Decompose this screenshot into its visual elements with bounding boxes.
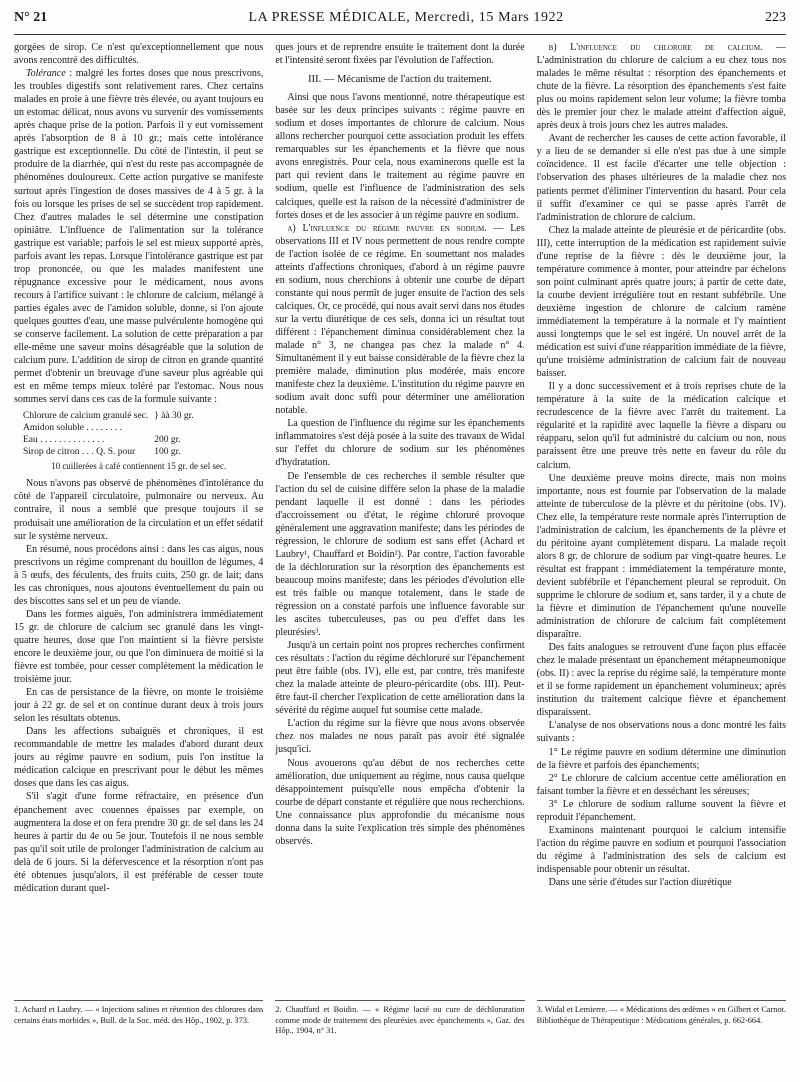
paragraph: ques jours et de reprendre ensuite le traitement dont la durée et l'intensité seront fixées par l'évolution de l'affection. bbox=[275, 42, 525, 67]
header-rule bbox=[14, 34, 786, 35]
paragraph: Chez la malade atteinte de pleurésie et de péricardite (obs. III), cette interruption de la médication est rapidement suivie d'une reprise de la fièvre : dès le deuxième jour, la température commence à monter, pour atteindre par échelons son point culminant après quatre jours; à partir de cette date, la courbe devient irrégulière tout en restant subfébrile. Une deuxième ingestion de chlorure de calcium ramène immédiatement la température à la normale et l'y maintient aussi longtemps que le sel est ingéré. Un nouvel arrêt de la médication est suivi d'une réapparition immédiate de la fièvre, qu'une troisième administration de calcium fait de nouveau baisser. bbox=[536, 224, 786, 380]
paragraph: S'il s'agit d'une forme réfractaire, en présence d'un épanchement avec couennes épaisses par exemple, on augmentera la dose et on fera prendre 30 gr. de sel dans les 24 heures à partir du 4e ou 5e jour. Toutefois il ne nous semble pas qu'il soit utile de prolonger l'administration de calcium au delà de 6 jours. Si la défervescence et la résorption n'ont pas été obtenues jusqu'alors, il est préférable de cesser toute médication durant quel- bbox=[14, 791, 264, 894]
paragraph: Nous avouerons qu'au début de nos recherches cette amélioration, due uniquement au régime, nous causa quelque désappointement puisqu'elle nous empêcha d'obtenir la courbe de départ constante et régulière que nous recherchions. Une connaissance plus approfondie du mécanisme nous donna dans la suite l'explication très simple des phénomènes observés. bbox=[275, 757, 525, 847]
paragraph-tolerance bbox=[14, 67, 263, 406]
paragraph-text: — Les observations III et IV nous permettent de nous rendre compte de l'action isolée de ce régime. En soumettant nos malades atteints d'affections chroniques, d'abord à un régime pauvre en sodium, nous cherchions à obtenir une courbe de départ constante qui nous permît de juger ensuite de l'action des sels calciques. Or, ce procédé, qui nous avait servi dans nos études sur la vertu diurétique de ces sels, donna ici un résultat tout différent : l'épanchement diminua considérablement chez la malade n° 3, ne changea pas chez la malade n° 4. Simultanément il y eut baisse considérable de la fièvre chez la première malade, diminution plus modérée, mais encore manifeste chez la deuxième. L'institution du régime pauvre en sodium avait donc suffi pour déterminer une amélioration notable. bbox=[275, 222, 525, 417]
formula-line: Amidon soluble . . . . . . . . bbox=[23, 423, 122, 434]
paragraph: En cas de persistance de la fièvre, on monte le troisième jour à 22 gr. de sel et on continue durant deux à trois jours selon les résultats obtenus. bbox=[14, 687, 264, 725]
paragraph: Il y a donc successivement et à trois reprises chute de la température à la suite de la médication calcique et recrudescence de la fièvre avec l'arrêt du traitement. La régularité et la rapidité avec laquelle la fièvre a disparu ou réapparu, selon qu'il fut administré du calcium ou non, nous paraissent être une preuve très nette en faveur du rôle du calcium. bbox=[536, 381, 786, 471]
paragraph-lead: Tolérance bbox=[26, 68, 66, 80]
paragraph: La question de l'influence du régime sur les épanchements inflammatoires s'est déjà posée à la suite des travaux de Widal sur l'effet du chlorure de sodium sur les phénomènes d'hydratation. bbox=[275, 418, 525, 469]
paragraph-text: : malgré les fortes doses que nous prescrivons, les troubles digestifs sont relativement rares. Chez certains malades en proie à une fièvre très élevée, ou ayant toujours eu un estomac délicat, nous avons vu survenir des vomissements après chaque prise de la potion. Parfois il y eut vomissement après l'absorption de 8 à 10 gr.; mais cette intolérance gastrique est exceptionnelle. Du côté de l'intestin, il peut se produire de la diarrhée, qui n'est du reste pas accompagnée de phénomènes douloureux. Cette action purgative se manifeste surtout après l'ingestion de doses massives de 4 à 5 gr. à la fois ou lorsque les prises de sel se succèdent trop rapidement. Chez d'autres malades le sel détermine une constipation opiniâtre. L'influence de l'alimentation sur la tolérance gastrique est variable; parfois le sel est mieux supporté après, parfois avant les repas. Lorsque l'intolérance gastrique est par trop prononcée, ou que les malades manifestent une répugnance excessive pour le médicament, nous avons recours à l'artifice suivant : le chlorure de calcium, mélangé à parties égales avec de l'amidon soluble, donne, si l'on ajoute quelques gouttes d'eau, une masse pulvérulente homogène qui se conserve facilement. La solution de cette préparation a par elle-même une saveur moins désagréable que la solution de calcium pure. L'addition de sirop de citron en grande quantité permet d'obtenir un breuvage d'une saveur plus agréable qui est en même temps mieux toléré par l'estomac. Nous nous sommes servi dans ces cas de la formule suivante : bbox=[14, 68, 264, 406]
formula-line: Chlorure de calcium granulé sec. bbox=[23, 411, 149, 422]
paragraph: Nous n'avons pas observé de phénomènes d'intolérance du côté de l'appareil circulatoire, pulmonaire ou nerveux. Au contraire, il nous a semblé que presque toujours il se produisait une amélioration de la circulation et un effet sédatif sur le système nerveux. bbox=[14, 478, 264, 542]
formula-note: 10 cuillerées à café contiennent 15 gr. de sel sec. bbox=[51, 461, 227, 472]
section-heading: III. — Mécanisme de l'action du traitement. bbox=[308, 74, 492, 86]
journal-name: LA PRESSE MÉDICALE, bbox=[248, 10, 411, 25]
journal-title bbox=[248, 10, 563, 26]
paragraph: Dans les formes aiguës, l'on administrera immédiatement 15 gr. de chlorure de calcium sec granulé dans les vingt-quatre heures, dose que l'on maintient si la fièvre persiste encore le deuxième jour, ou que l'on diminuera de moitié si la fièvre est tombée, pour cesser complètement la médication le troisième jour. bbox=[14, 608, 264, 686]
paragraph-text: — L'administration du chlorure de calcium a eu chez tous nos malades le même résultat : résorption des épanchements et chute de la fièvre. La résorption des épanchements s'est faite plus ou moins rapidement selon leur volume; la fièvre tomba dès le premier jour chez le malade atteint d'affection aiguë, après deux à trois jours chez les autres malades. bbox=[536, 42, 786, 132]
formula-amount: 200 gr. bbox=[154, 435, 181, 446]
footnote-3: 3. Widal et Lemierre. — « Médications des œdèmes » en Gilbert et Carnot. Bibliothèque de Thérapeutique : Médications générales, p. 662-664. bbox=[537, 1000, 786, 1037]
list-item: 3° Le chlorure de sodium rallume souvent la fièvre et reproduit l'épanchement. bbox=[536, 798, 786, 823]
paragraph: L'analyse de nos observations nous a donc montré les faits suivants : bbox=[536, 720, 786, 745]
footnote-1: 1. Achard et Laubry. — « Injections salines et rétention des chlorures dans certains états morbides », Bull. de la Soc. méd. des Hôp., 1902, p. 373. bbox=[14, 1000, 263, 1037]
page-header bbox=[14, 10, 786, 32]
paragraph-regime bbox=[275, 222, 524, 418]
column-right bbox=[537, 41, 786, 999]
paragraph: De l'ensemble de ces recherches il semble résulter que l'action du sel de cuisine diffère selon la phase de la maladie pendant laquelle il est donné : dans les périodes d'accroissement ou d'état, le régime chloruré provoque généralement une aggravation manifeste; dans les périodes de régression, le chlorure de sodium est sans effet (Achard et Laubry¹, Chauffard et Boidin²). Par contre, l'action favorable de la déchloruration sur la résorption des épanchements est beaucoup moins manifeste; dans les périodes d'évolution elle est très faible ou manque totalement, dans le stade de régression on a constaté parfois une influence favorable sur les ascites tuberculeuses, pas ou peu d'effet dans les pleurésies³. bbox=[275, 470, 525, 639]
paragraph: Des faits analogues se retrouvent d'une façon plus effacée chez le malade présentant un épanchement métapneumonique (obs. II) : avec la reprise du régime salé, la température monte et il se forme rapidement un épanchement volumineux; après institution du traitement calcique fièvre et épanchement disparaissent. bbox=[536, 642, 786, 719]
paragraph: Ainsi que nous l'avons mentionné, notre thérapeutique est basée sur les deux principes suivants : régime pauvre en sodium et doses importantes de chlorure de calcium. Nous allons rechercher pourquoi cette association produit les effets remarquables sur les épanchements et la fièvre que nous avons enregistrés. Pour cela, nous examinerons quelle est la part qui revient dans le traitement au régime pauvre en sodium, quelle est l'influence de l'administration des sels calciques, quelle est la raison de la nécessité d'administrer de fortes doses et de les associer à un régime pauvre en sodium. bbox=[275, 92, 525, 221]
formula-line: Sirop de citron . . . Q. S. pour bbox=[23, 447, 136, 458]
page-number: 223 bbox=[765, 10, 786, 25]
issue-number: N° 21 bbox=[14, 10, 48, 25]
paragraph: Une deuxième preuve moins directe, mais non moins importante, nous est fournie par l'observation de la malade atteinte de tuberculose de la plèvre et du péritoine (obs. IV). Chez elle, la température reste normale après l'interruption de l'administration de calcium, les épanchements de la plèvre et du péritoine ayant complètement disparu. La malade reçoit alors 8 gr. de chlorure de sodium par vingt-quatre heures. Le résultat est frappant : immédiatement la température monte, devient subfébrile et l'épanchement pleural se reproduit. On supprime le chlorure de sodium et, sans tarder, il y a chute de la fièvre et diminution de l'épanchement qu'une nouvelle administration de chlorure de calcium fait complètement disparaître. bbox=[536, 472, 786, 641]
column-left bbox=[14, 41, 263, 999]
prescription-formula bbox=[20, 410, 197, 458]
formula-amount: } àà 30 gr. bbox=[154, 411, 194, 422]
subsection-title: a) L'influence du régime pauvre en sodium. bbox=[287, 222, 487, 234]
paragraph: Avant de rechercher les causes de cette action favorable, il y a lieu de se demander si elle n'est pas due à une simple coïncidence. Il est facile d'écarter une telle objection : l'observation des phases ultérieures de la maladie chez nos patients permet d'éliminer l'intervention du hasard. Pour cela il suffit d'examiner ce qui se passe après l'arrêt de l'administration de chlorure de calcium. bbox=[536, 133, 786, 223]
paragraph: L'action du régime sur la fièvre que nous avons observée chez nos malades ne nous paraît pas avoir été signalée jusqu'ici. bbox=[275, 718, 525, 756]
paragraph: Examinons maintenant pourquoi le calcium intensifie l'action du régime pauvre en sodium et pourquoi l'association du régime à l'administration des sels de calcium est indispensable pour obtenir un résultat. bbox=[536, 824, 786, 875]
article-columns bbox=[14, 41, 786, 999]
paragraph: Jusqu'à un certain point nos propres recherches confirment ces résultats : l'action du régime déchloruré sur l'épanchement peut être faible (obs. IV), elle est, par contre, très manifeste chez la malade atteinte de pleuro-péricardite (obs. III). Peut-être faut-il chercher l'explication de cette amélioration dans la sévérité du régime auquel fut soumise cette malade. bbox=[275, 640, 525, 717]
issue-date: Mercredi, 15 Mars 1922 bbox=[410, 10, 564, 25]
paragraph: Dans une série d'études sur l'action diurétique bbox=[548, 877, 732, 888]
paragraph-calcium bbox=[537, 41, 786, 132]
footnote-2: 2. Chauffard et Boidin. — « Régime lacté ou cure de déchloruration comme mode de traitement des pleurésies avec épanchements », Gaz. des Hôp., 1904, n° 31. bbox=[275, 1000, 524, 1037]
list-item: 2° Le chlorure de calcium accentue cette amélioration en faisant tomber la fièvre et en desséchant les séreuses; bbox=[536, 772, 786, 797]
footnotes bbox=[14, 1000, 786, 1037]
formula-amount: 100 gr. bbox=[154, 447, 181, 458]
list-item: 1° Le régime pauvre en sodium détermine une diminution de la fièvre et parfois des épanchements; bbox=[536, 746, 786, 771]
subsection-title: b) L'influence du chlorure de calcium. bbox=[548, 42, 763, 53]
paragraph: gorgées de sirop. Ce n'est qu'exceptionnellement que nous avons rencontré des difficultés. bbox=[14, 42, 264, 67]
column-middle bbox=[275, 41, 524, 999]
paragraph: Dans les affections subaiguës et chroniques, il est recommandable de mettre les malades d'abord durant deux jours au régime pauvre en sodium, puis l'on institue la médication calcique en prescrivant pour le début les mêmes doses que dans les cas aigus. bbox=[14, 726, 264, 790]
paragraph: En résumé, nous procédons ainsi : dans les cas aigus, nous prescrivons un régime comprenant du bouillon de légumes, 4 à 5 œufs, des féculents, des fruits cuits, 250 gr. de lait; dans les cas chroniques, nous ajoutons éventuellement du pain ou des biscottes sans sel et un peu de viande. bbox=[14, 543, 264, 607]
formula-line: Eau . . . . . . . . . . . . . . bbox=[23, 435, 105, 446]
